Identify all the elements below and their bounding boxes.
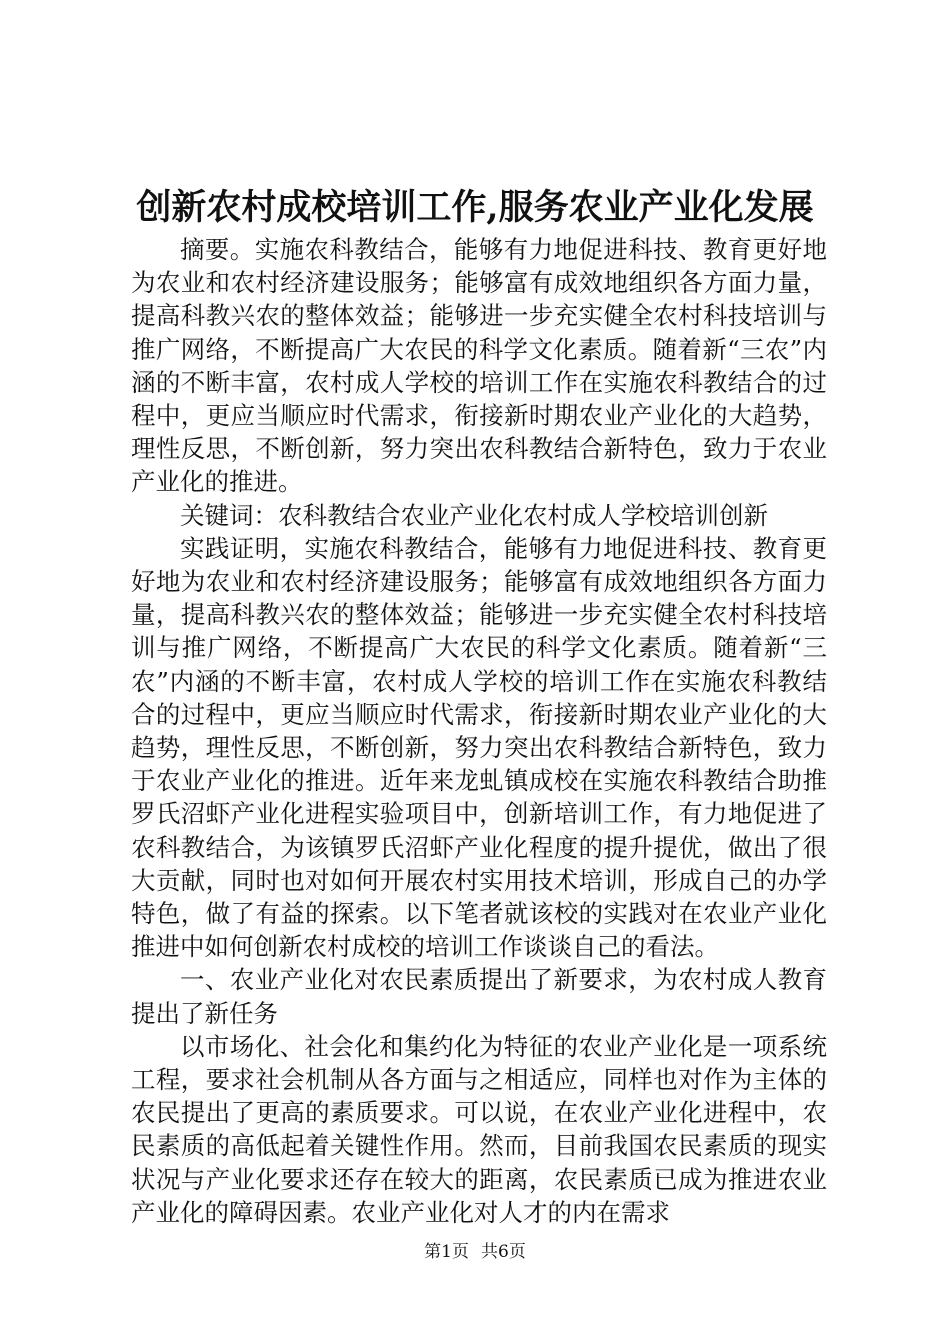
keywords-paragraph: 关键词：农科教结合农业产业化农村成人学校培训创新 [180,500,768,530]
page-total: 共6页 [481,1242,526,1262]
section-1-paragraph: 以市场化、社会化和集约化为特征的农业产业化是一项系统工程，要求社会机制从各方面与之相适应，同样也对作为主体的农民提出了更高的素质要求。可以说，在农业产业化进程中，农民素质的高低起着关键性作用。然而，目前我国农民素质的现实状况与产业化要求还存在较大的距离，农民素质已成为推进农业产业化的障碍因素。农业产业化对人才的内在需求 [131,1031,827,1227]
page-number: 第1页 [424,1242,469,1262]
intro-paragraph: 实践证明，实施农科教结合，能够有力地促进科技、教育更好地为农业和农村经济建设服务；能够富有成效地组织各方面力量，提高科教兴农的整体效益；能够进一步充实健全农村科技培训与推广网络，不断提高广大农民的科学文化素质。随着新“三农”内涵的不断丰富，农村成人学校的培训工作在实施农科教结合的过程中，更应当顺应时代需求，衔接新时期农业产业化的大趋势，理性反思，不断创新，努力突出农科教结合新特色，致力于农业产业化的推进。近年来龙虬镇成校在实施农科教结合助推罗氏沼虾产业化进程实验项目中，创新培训工作，有力地促进了农科教结合，为该镇罗氏沼虾产业化程度的提升提优，做出了很大贡献，同时也对如何开展农村实用技术培训，形成自己的办学特色，做了有益的探索。以下笔者就该校的实践对在农业产业化推进中如何创新农村成校的培训工作谈谈自己的看法。 [131,533,827,962]
page-footer [0,1240,950,1264]
document-body [131,233,827,1229]
section-heading-1: 一、农业产业化对农民素质提出了新要求，为农村成人教育提出了新任务 [131,965,827,1028]
document-title: 创新农村成校培训工作,服务农业产业化发展 [136,187,814,228]
abstract-paragraph: 摘要。实施农科教结合，能够有力地促进科技、教育更好地为农业和农村经济建设服务；能够富有成效地组织各方面力量，提高科教兴农的整体效益；能够进一步充实健全农村科技培训与推广网络，不断提高广大农民的科学文化素质。随着新“三农”内涵的不断丰富，农村成人学校的培训工作在实施农科教结合的过程中，更应当顺应时代需求，衔接新时期农业产业化的大趋势，理性反思，不断创新，努力突出农科教结合新特色，致力于农业产业化的推进。 [131,235,827,497]
